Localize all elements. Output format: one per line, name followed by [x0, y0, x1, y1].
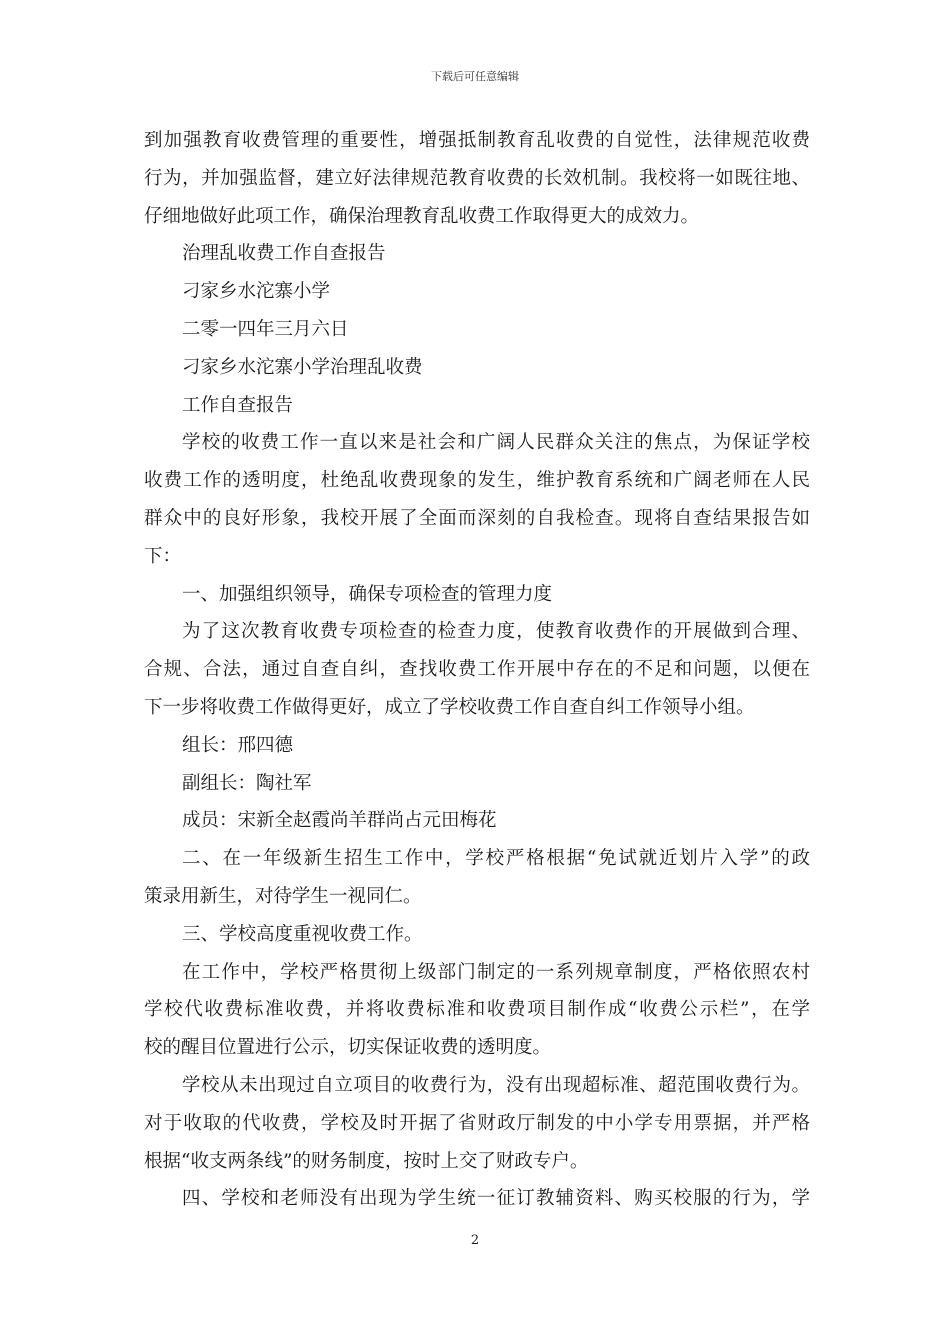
page-header: 下载后可任意编辑 [431, 70, 519, 83]
text-line: 二零一四年三月六日 [182, 318, 349, 340]
text-line: 到加强教育收费管理的重要性，增强抵制教育乱收费的自觉性，法律规范收费 [144, 130, 810, 151]
text-line: 三、学校高度重视收费工作。 [182, 923, 423, 945]
text-line: 根据“收支两条线”的财务制度，按时上交了财政专户。 [144, 1150, 589, 1172]
text-line: 行为，并加强监督，建立好法律规范教育收费的长效机制。我校将一如既往地、 [144, 167, 810, 189]
text-line: 仔细地做好此项工作，确保治理教育乱收费工作取得更大的成效力。 [144, 205, 700, 227]
text-line: 二、在一年级新生招生工作中，学校严格根据“免试就近划片入学”的政 [182, 848, 810, 870]
text-line: 学校代收费标准收费，并将收费标准和收费项目制作成“收费公示栏”，在学 [144, 999, 810, 1021]
text-line: 合规、合法，通过自查自纠，查找收费工作开展中存在的不足和问题，以便在 [144, 659, 810, 681]
text-line: 下一步将收费工作做得更好，成立了学校收费工作自查自纠工作领导小组。 [144, 696, 755, 718]
text-line: 群众中的良好形象，我校开展了全面而深刻的自我检查。现将自查结果报告如 [144, 507, 810, 529]
document-body [144, 122, 810, 1218]
text-line: 学校的收费工作一直以来是社会和广阔人民群众关注的焦点，为保证学校 [182, 432, 810, 454]
text-line: 成员：宋新全赵霞尚羊群尚占元田梅花 [182, 810, 497, 832]
text-line: 治理乱收费工作自查报告 [182, 243, 386, 265]
text-line: 为了这次教育收费专项检查的检查力度，使教育收费作的开展做到合理、 [182, 621, 810, 643]
text-line: 组长：邢四德 [182, 734, 294, 756]
text-line: 在工作中，学校严格贯彻上级部门制定的一系列规章制度，严格依照农村 [182, 961, 810, 983]
text-line: 收费工作的透明度，杜绝乱收费现象的发生，维护教育系统和广阔老师在人民 [144, 470, 810, 492]
page-number: 2 [470, 1233, 480, 1248]
text-line: 下： [144, 545, 182, 567]
text-line: 刁家乡水沱寨小学 [182, 281, 331, 303]
text-line: 校的醒目位置进行公示，切实保证收费的透明度。 [144, 1037, 552, 1059]
text-line: 四、学校和老师没有出现为学生统一征订教辅资料、购买校服的行为，学 [182, 1188, 810, 1210]
text-line: 学校从未出现过自立项目的收费行为，没有出现超标准、超范围收费行为。 [182, 1074, 810, 1096]
text-line: 策录用新生，对待学生一视同仁。 [144, 885, 422, 907]
text-line: 工作自查报告 [182, 394, 294, 416]
text-line: 副组长：陶社军 [182, 772, 312, 794]
text-line: 刁家乡水沱寨小学治理乱收费 [182, 356, 423, 378]
text-line: 对于收取的代收费，学校及时开据了省财政厅制发的中小学专用票据，并严格 [144, 1112, 810, 1134]
text-line: 一、加强组织领导，确保专项检查的管理力度 [182, 583, 553, 605]
